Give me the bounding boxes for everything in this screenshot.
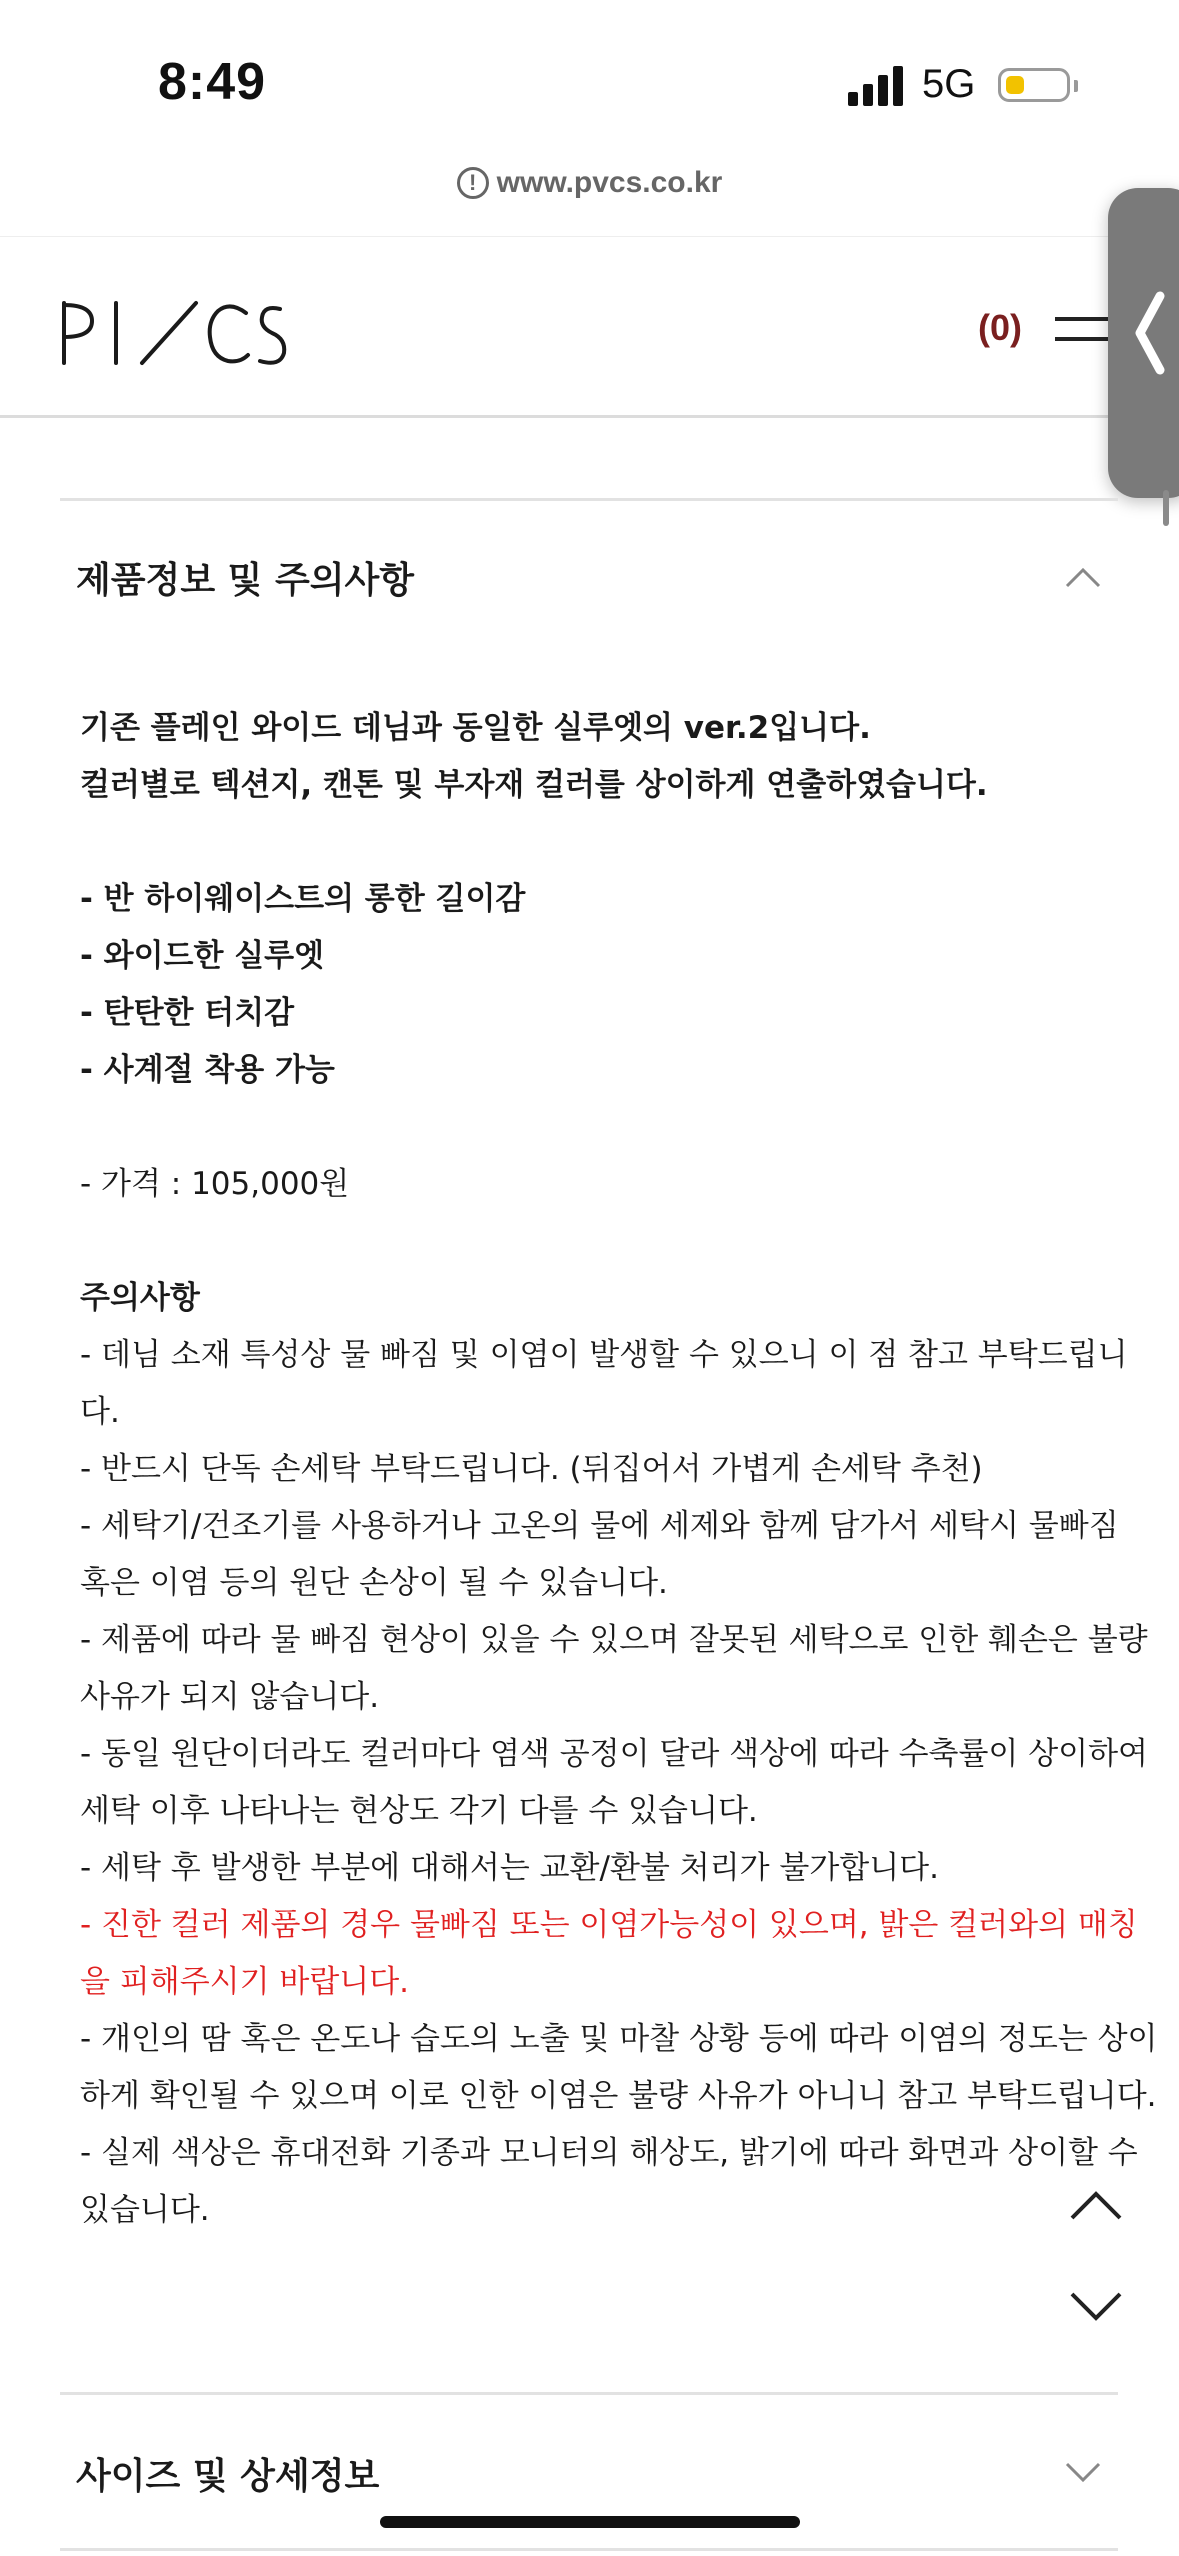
caution-line: - 데님 소재 특성상 물 빠짐 및 이염이 발생할 수 있으니 이 점 참고 부탁드립니	[80, 1337, 1128, 1373]
section-divider	[60, 498, 1118, 501]
caution-title: 주의사항	[80, 1280, 200, 1316]
caution-line: 세탁 이후 나타나는 현상도 각기 다를 수 있습니다.	[80, 1793, 758, 1829]
site-header	[0, 236, 1179, 418]
intro-line: 컬러별로 텍션지, 캔톤 및 부자재 컬러를 상이하게 연출하였습니다.	[80, 767, 988, 803]
url-text[interactable]: www.pvcs.co.kr	[496, 166, 723, 200]
price-line: - 가격 : 105,000원	[80, 1166, 350, 1202]
battery-fill	[1006, 76, 1024, 94]
caution-line: - 실제 색상은 휴대전화 기종과 모니터의 해상도, 밝기에 따라 화면과 상이할 수	[80, 2135, 1138, 2171]
caution-line: 혹은 이염 등의 원단 손상이 될 수 있습니다.	[80, 1565, 668, 1601]
home-indicator[interactable]	[380, 2516, 800, 2528]
caution-line: 있습니다.	[80, 2192, 210, 2228]
hamburger-icon[interactable]	[1055, 317, 1115, 357]
caution-line: - 개인의 땀 혹은 온도나 습도의 노출 및 마찰 상황 등에 따라 이염의 정도는 상이	[80, 2021, 1158, 2057]
chevron-left-icon[interactable]	[1130, 288, 1170, 378]
scroll-indicator[interactable]	[1163, 490, 1169, 526]
intro-line: 기존 플레인 와이드 데님과 동일한 실루엣의 ver.2입니다.	[80, 710, 871, 746]
battery-icon	[998, 68, 1070, 102]
caution-line: - 동일 원단이더라도 컬러마다 염색 공정이 달라 색상에 따라 수축률이 상이하여	[80, 1736, 1148, 1772]
scroll-up-icon[interactable]	[1070, 2190, 1122, 2220]
info-icon[interactable]: !	[457, 167, 489, 199]
caution-line: - 제품에 따라 물 빠짐 현상이 있을 수 있으며 잘못된 세탁으로 인한 훼손은 불량	[80, 1622, 1148, 1658]
status-bar	[0, 0, 1179, 150]
caution-line: - 세탁기/건조기를 사용하거나 고온의 물에 세제와 함께 담가서 세탁시 물빠짐	[80, 1508, 1119, 1544]
status-time: 8:49	[158, 53, 267, 111]
caution-line-highlight: 을 피해주시기 바랍니다.	[80, 1964, 410, 2000]
section-title-product-info[interactable]: 제품정보 및 주의사항	[76, 560, 415, 601]
cart-count[interactable]: (0)	[978, 307, 1022, 348]
caution-line: 다.	[80, 1394, 120, 1430]
side-tab[interactable]	[1108, 188, 1179, 498]
section-title-size-details[interactable]: 사이즈 및 상세정보	[76, 2456, 380, 2497]
chevron-down-icon[interactable]	[1065, 2462, 1101, 2484]
chevron-up-icon[interactable]	[1065, 566, 1101, 588]
pvcs-logo[interactable]	[58, 299, 298, 373]
caution-line: - 반드시 단독 손세탁 부탁드립니다. (뒤집어서 가볍게 손세탁 추천)	[80, 1451, 983, 1487]
caution-line: - 세탁 후 발생한 부분에 대해서는 교환/환불 처리가 불가합니다.	[80, 1850, 939, 1886]
feature-item: - 사계절 착용 가능	[80, 1052, 335, 1088]
signal-icon	[848, 66, 908, 106]
scroll-down-icon[interactable]	[1070, 2292, 1122, 2322]
feature-item: - 와이드한 실루엣	[80, 938, 325, 974]
battery-tip	[1074, 80, 1078, 92]
feature-item: - 탄탄한 터치감	[80, 995, 295, 1031]
caution-line: 하게 확인될 수 있으며 이로 인한 이염은 불량 사유가 아니니 참고 부탁드립니다.	[80, 2078, 1157, 2114]
product-info-content	[80, 700, 1158, 2239]
caution-line: 사유가 되지 않습니다.	[80, 1679, 380, 1715]
section-divider	[60, 2392, 1118, 2395]
network-label: 5G	[922, 62, 976, 106]
caution-line-highlight: - 진한 컬러 제품의 경우 물빠짐 또는 이염가능성이 있으며, 밝은 컬러와의 매칭	[80, 1907, 1138, 1943]
section-divider	[60, 2548, 1118, 2551]
feature-item: - 반 하이웨이스트의 롱한 길이감	[80, 881, 526, 917]
url-bar[interactable]	[0, 165, 1179, 200]
